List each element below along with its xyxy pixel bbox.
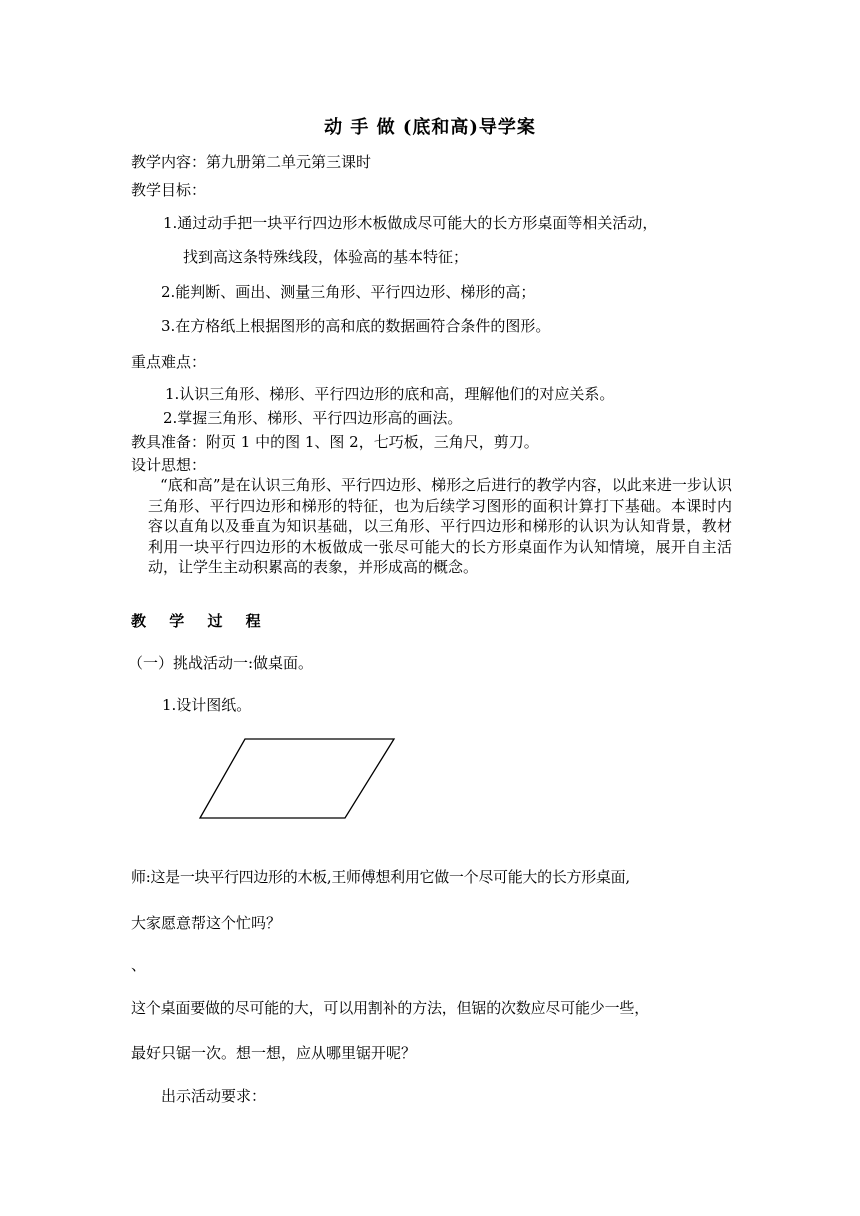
parallelogram-figure	[196, 736, 400, 822]
step-1: 1.设计图纸。	[162, 696, 252, 714]
comma-mark: 、	[131, 956, 147, 974]
objectives-heading: 教学目标：	[131, 181, 207, 199]
keypoints-heading: 重点难点：	[131, 353, 207, 371]
objective-1: 1.通过动手把一块平行四边形木板做成尽可能大的长方形桌面等相关活动，	[163, 214, 658, 232]
teacher-line-1: 师:这是一块平行四边形的木板,王师傅想利用它做一个尽可能大的长方形桌面,	[131, 868, 630, 886]
desk-line-1: 这个桌面要做的尽可能的大，可以用割补的方法，但锯的次数应尽可能少一些，	[131, 999, 650, 1017]
process-heading: 教 学 过 程	[131, 612, 270, 630]
objective-3: 3.在方格纸上根据图形的高和底的数据画符合条件的图形。	[161, 317, 551, 335]
desk-line-2: 最好只锯一次。想一想，应从哪里锯开呢？	[131, 1044, 417, 1062]
activity-1-heading: （一）挑战活动一:做桌面。	[128, 654, 314, 672]
keypoint-1: 1.认识三角形、梯形、平行四边形的底和高，理解他们的对应关系。	[165, 385, 615, 403]
document-title: 动 手 做 (底和高)导学案	[324, 117, 536, 138]
keypoint-2: 2.掌握三角形、梯形、平行四边形高的画法。	[163, 409, 463, 427]
content-line: 教学内容：第九册第二单元第三课时	[131, 153, 372, 171]
design-heading: 设计思想：	[131, 456, 207, 474]
design-paragraph: “底和高”是在认识三角形、平行四边形、梯形之后进行的教学内容，以此来进一步认识三角形、平行四边形和梯形的特征，也为后续学习图形的面积计算打下基础。本课时内容以直角以及垂直为知识基础，以三角形、平行四边形和梯形的认识为认知背景，教材利用一块平行四边形的木板做成一张尽可能大的长方形桌面作为认知情境，展开自主活动，让学生主动积累高的表象，并形成高的概念。	[148, 476, 732, 576]
objective-1-cont: 找到高这条特殊线段，体验高的基本特征；	[183, 248, 469, 266]
show-requirements: 出示活动要求：	[161, 1087, 267, 1105]
objective-2: 2.能判断、画出、测量三角形、平行四边形、梯形的高；	[161, 283, 536, 301]
materials-line: 教具准备：附页 1 中的图 1、图 2，七巧板，三角尺，剪刀。	[131, 433, 539, 451]
parallelogram-shape	[200, 739, 394, 818]
teacher-line-2: 大家愿意帮这个忙吗？	[131, 914, 282, 932]
